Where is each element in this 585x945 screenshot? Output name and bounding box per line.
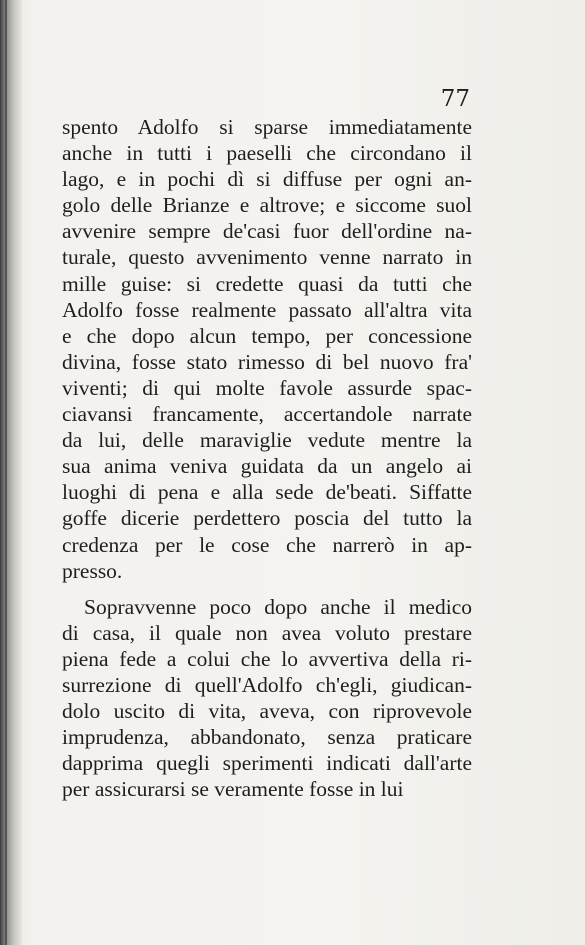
text-line: luoghi di pena e alla sede de'beati. Siffatte [62, 480, 472, 505]
text-line: avvenire sempre de'casi fuor dell'ordine na- [62, 219, 472, 244]
text-line: Sopravvenne poco dopo anche il medico [84, 594, 472, 619]
text-line: Adolfo fosse realmente passato all'altra vita [62, 297, 472, 322]
text-line: di casa, il quale non avea voluto prestare [62, 620, 472, 645]
text-line: ciavansi francamente, accertandole narrate [62, 402, 472, 427]
text-line: turale, questo avvenimento venne narrato in [62, 245, 472, 270]
paragraph-gap [62, 584, 472, 594]
text-line: spento Adolfo si sparse immediatamente [62, 115, 472, 139]
text-line: credenza per le cose che narrerò in ap- [62, 532, 472, 557]
text-line: per assicurarsi se veramente fosse in lui [62, 777, 404, 802]
book-gutter-line [5, 0, 7, 945]
text-line: sua anima veniva guidata da un angelo ai [62, 454, 472, 479]
text-line: divina, fosse stato rimesso di bel nuovo fra' [62, 349, 472, 374]
text-line: piena fede a colui che lo avvertiva della ri- [62, 646, 472, 671]
paragraph [62, 594, 472, 803]
text-line: lago, e in pochi dì si diffuse per ogni an- [62, 167, 472, 192]
text-line: da lui, delle maraviglie vedute mentre la [62, 428, 472, 453]
text-line: goffe dicerie perdettero poscia del tutto la [62, 506, 472, 531]
text-line: surrezione di quell'Adolfo ch'egli, giudican- [62, 672, 472, 697]
page-number: 77 [440, 86, 470, 112]
paragraph [62, 114, 472, 584]
text-line: anche in tutti i paeselli che circondano il [62, 141, 472, 166]
body-text [62, 114, 472, 802]
text-line: imprudenza, abbandonato, senza praticare [62, 725, 472, 750]
text-line: mille guise: si credette quasi da tutti che [62, 271, 472, 296]
text-line: dolo uscito di vita, aveva, con riprovevole [62, 699, 472, 724]
text-line: golo delle Brianze e altrove; e siccome suol [62, 193, 472, 218]
text-line: e che dopo alcun tempo, per concessione [62, 323, 472, 348]
text-line: presso. [62, 558, 123, 583]
book-spine-shadow [0, 0, 22, 945]
text-line: dapprima quegli sperimenti indicati dall'arte [62, 751, 472, 776]
text-line: viventi; di qui molte favole assurde spac- [62, 375, 472, 400]
